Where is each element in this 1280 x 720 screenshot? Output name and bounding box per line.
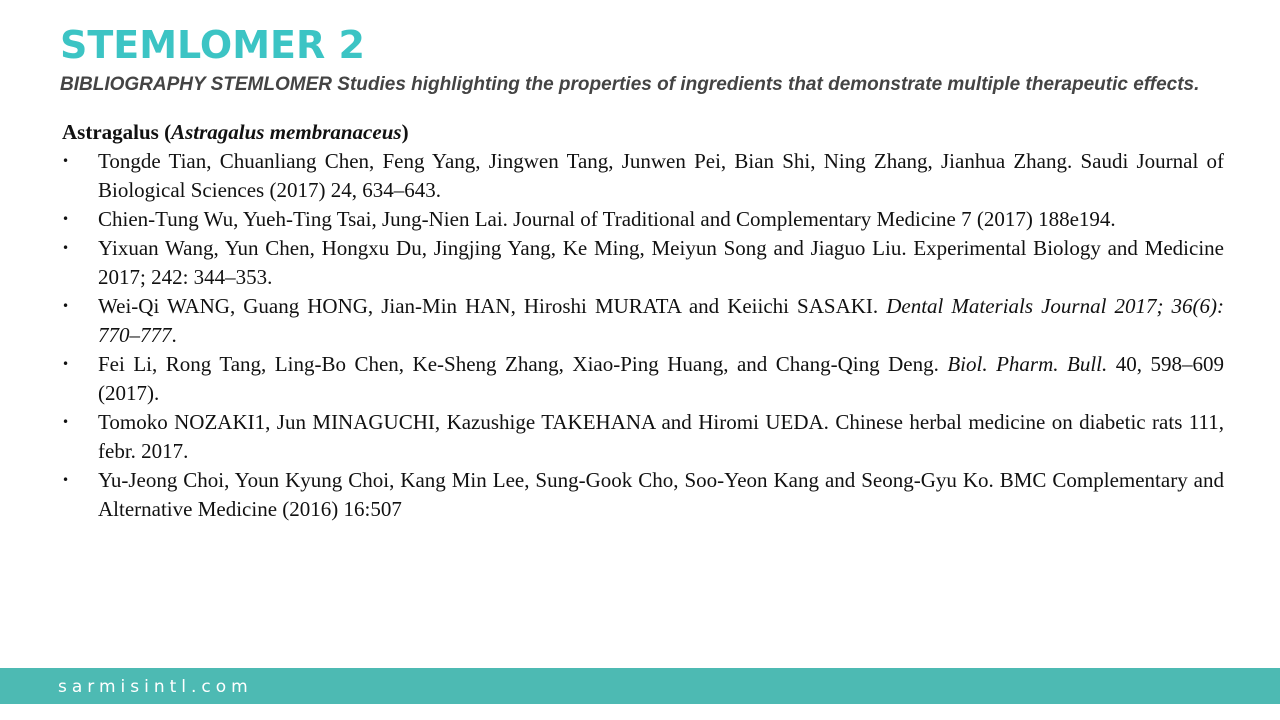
reference-item [62,205,1224,234]
bullet-icon: • [62,154,70,168]
reference-authors: Fei Li, Rong Tang, Ling-Bo Chen, Ke-Sheng Zhang, Xiao-Ping Huang, and Chang-Qing Deng. [98,352,948,376]
reference-item [62,234,1224,292]
heading-latin-name: Astragalus membranaceus [171,120,402,144]
page-subtitle: BIBLIOGRAPHY STEMLOMER Studies highlighting the properties of ingredients that demonstrate multiple therapeutic effects. [60,74,1200,95]
page-title: STEMLOMER 2 [60,23,365,67]
bullet-icon: • [62,415,70,429]
reference-tail: 40, 598–609 (2017). [98,352,1224,405]
reference-item [62,147,1224,205]
heading-paren-close: ) [401,120,409,144]
bullet-icon: • [62,473,70,487]
reference-item [62,466,1224,524]
reference-authors: Wei-Qi WANG, Guang HONG, Jian-Min HAN, Hiroshi MURATA and Keiichi SASAKI. [98,294,887,318]
bullet-icon: • [62,299,70,313]
reference-item [62,350,1224,408]
bullet-icon: • [62,357,70,371]
reference-tail: . [171,323,177,347]
reference-journal: Biol. Pharm. Bull. [947,352,1108,376]
bullet-icon: • [62,212,70,226]
reference-list [62,147,1224,524]
reference-text: Chien-Tung Wu, Yueh-Ting Tsai, Jung-Nien Lai. Journal of Traditional and Complementary Medicine 7 (2017) 188e194. [98,207,1116,231]
reference-item [62,292,1224,350]
reference-text: Tomoko NOZAKI1, Jun MINAGUCHI, Kazushige TAKEHANA and Hiromi UEDA. Chinese herbal medicine on diabetic rats 111, febr. 2017. [98,410,1224,463]
reference-text: Yixuan Wang, Yun Chen, Hongxu Du, Jingjing Yang, Ke Ming, Meiyun Song and Jiaguo Liu. Experimental Biology and Medicine 2017; 242: 344–353. [98,236,1224,289]
reference-text: Tongde Tian, Chuanliang Chen, Feng Yang, Jingwen Tang, Junwen Pei, Bian Shi, Ning Zhang, Jianhua Zhang. Saudi Journal of Biological Sciences (2017) 24, 634–643. [98,149,1224,202]
reference-text: Yu-Jeong Choi, Youn Kyung Choi, Kang Min Lee, Sung-Gook Cho, Soo-Yeon Kang and Seong-Gyu Ko. BMC Complementary and Alternative Medicine (2016) 16:507 [98,468,1224,521]
bibliography-content [62,118,1224,524]
reference-journal: Dental Materials Journal 2017; 36(6): 770–777 [98,294,1225,347]
bullet-icon: • [62,241,70,255]
heading-paren-open: ( [158,120,172,144]
reference-item [62,408,1224,466]
section-heading [62,118,1224,147]
footer-band [0,668,1280,704]
footer-website: sarmisintl.com [58,677,253,697]
heading-common-name: Astragalus [62,120,159,144]
